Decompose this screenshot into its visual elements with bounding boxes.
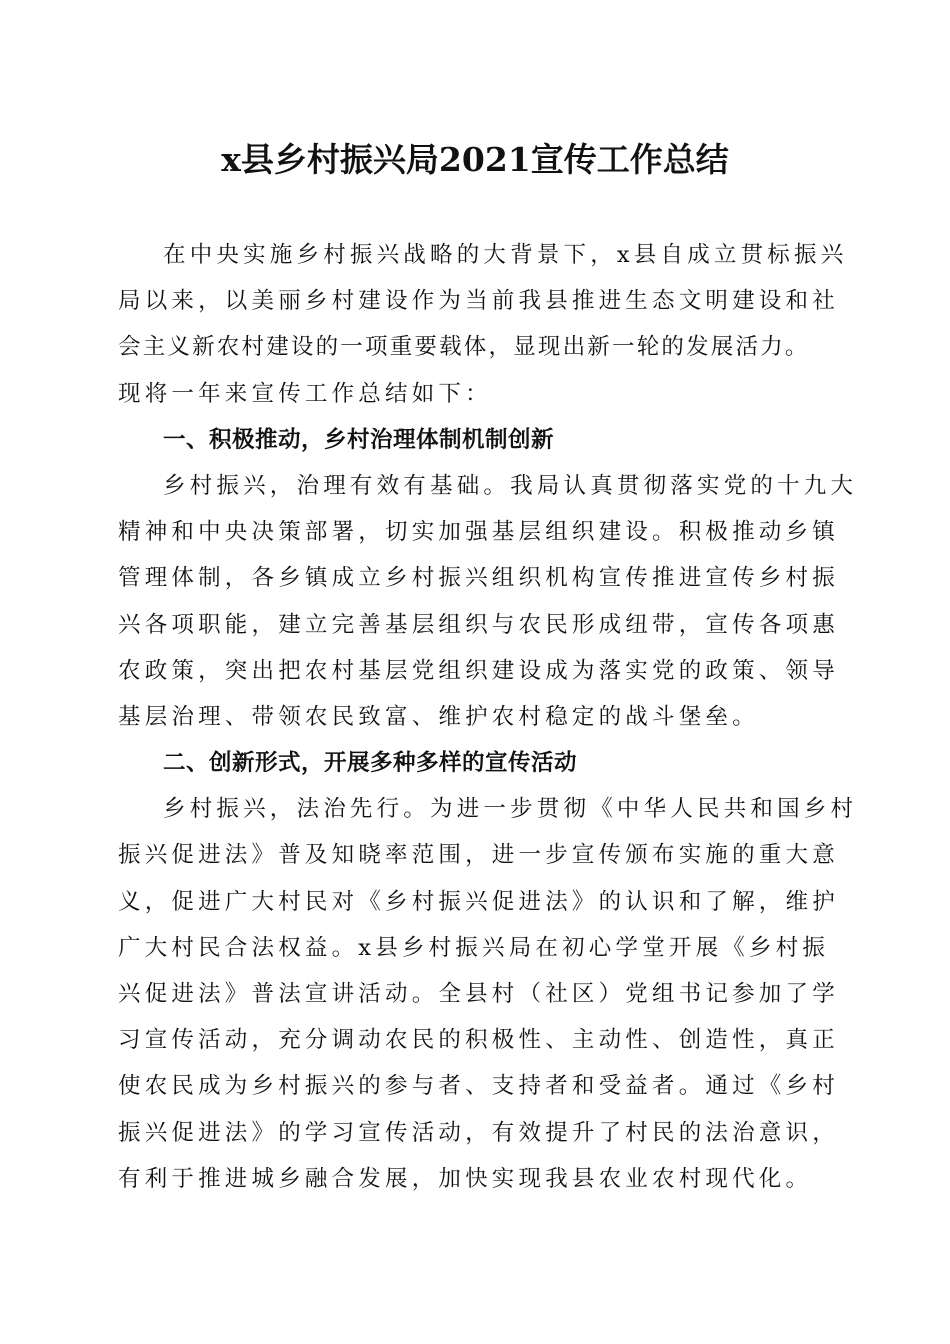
paragraph-line: 会主义新农村建设的一项重要载体，显现出新一轮的发展活力。 <box>118 334 810 361</box>
paragraph-line: 使农民成为乡村振兴的参与者、支持者和受益者。通过《乡村 <box>118 1073 839 1100</box>
paragraph-line: 管理体制，各乡镇成立乡村振兴组织机构宣传推进宣传乡村振 <box>118 565 839 592</box>
paragraph-line: 振兴促进法》普及知晓率范围，进一步宣传颁布实施的重大意 <box>118 842 839 869</box>
paragraph-line: 局以来，以美丽乡村建设作为当前我县推进生态文明建设和社 <box>118 288 839 315</box>
paragraph-line: 乡村振兴，治理有效有基础。我局认真贯彻落实党的十九大 <box>163 472 858 499</box>
paragraph-line: 乡村振兴，法治先行。为进一步贯彻《中华人民共和国乡村 <box>163 796 858 823</box>
document-body <box>118 232 858 1202</box>
paragraph-line: 义，促进广大村民对《乡村振兴促进法》的认识和了解，维护 <box>118 888 839 915</box>
paragraph-line: 在中央实施乡村振兴战略的大背景下，x县自成立贯标振兴 <box>163 242 848 268</box>
paragraph-line: 振兴促进法》的学习宣传活动，有效提升了村民的法治意识， <box>118 1119 839 1146</box>
paragraph-line: 兴各项职能，建立完善基层组织与农民形成纽带，宣传各项惠 <box>118 611 839 638</box>
paragraph-line: 精神和中央决策部署，切实加强基层组织建设。积极推动乡镇 <box>118 519 839 546</box>
paragraph-line: 现将一年来宣传工作总结如下： <box>118 380 492 407</box>
paragraph-line: 兴促进法》普法宣讲活动。全县村（社区）党组书记参加了学 <box>118 981 839 1007</box>
document-title: x县乡村振兴局2021宣传工作总结 <box>221 140 729 179</box>
paragraph-line: 农政策，突出把农村基层党组织建设成为落实党的政策、领导 <box>118 657 839 684</box>
section-1 <box>118 417 858 740</box>
section-heading: 二、创新形式，开展多种多样的宣传活动 <box>163 750 578 777</box>
section-heading: 一、积极推动，乡村治理体制机制创新 <box>163 426 555 453</box>
intro-paragraph <box>118 232 848 417</box>
paragraph-line: 有利于推进城乡融合发展，加快实现我县农业农村现代化。 <box>118 1165 813 1192</box>
section-2 <box>118 740 858 1202</box>
paragraph-line: 广大村民合法权益。x县乡村振兴局在初心学堂开展《乡村振 <box>118 934 830 961</box>
paragraph-line: 习宣传活动，充分调动农民的积极性、主动性、创造性，真正 <box>118 1027 839 1054</box>
paragraph-line: 基层治理、带领农民致富、维护农村稳定的战斗堡垒。 <box>118 703 759 730</box>
